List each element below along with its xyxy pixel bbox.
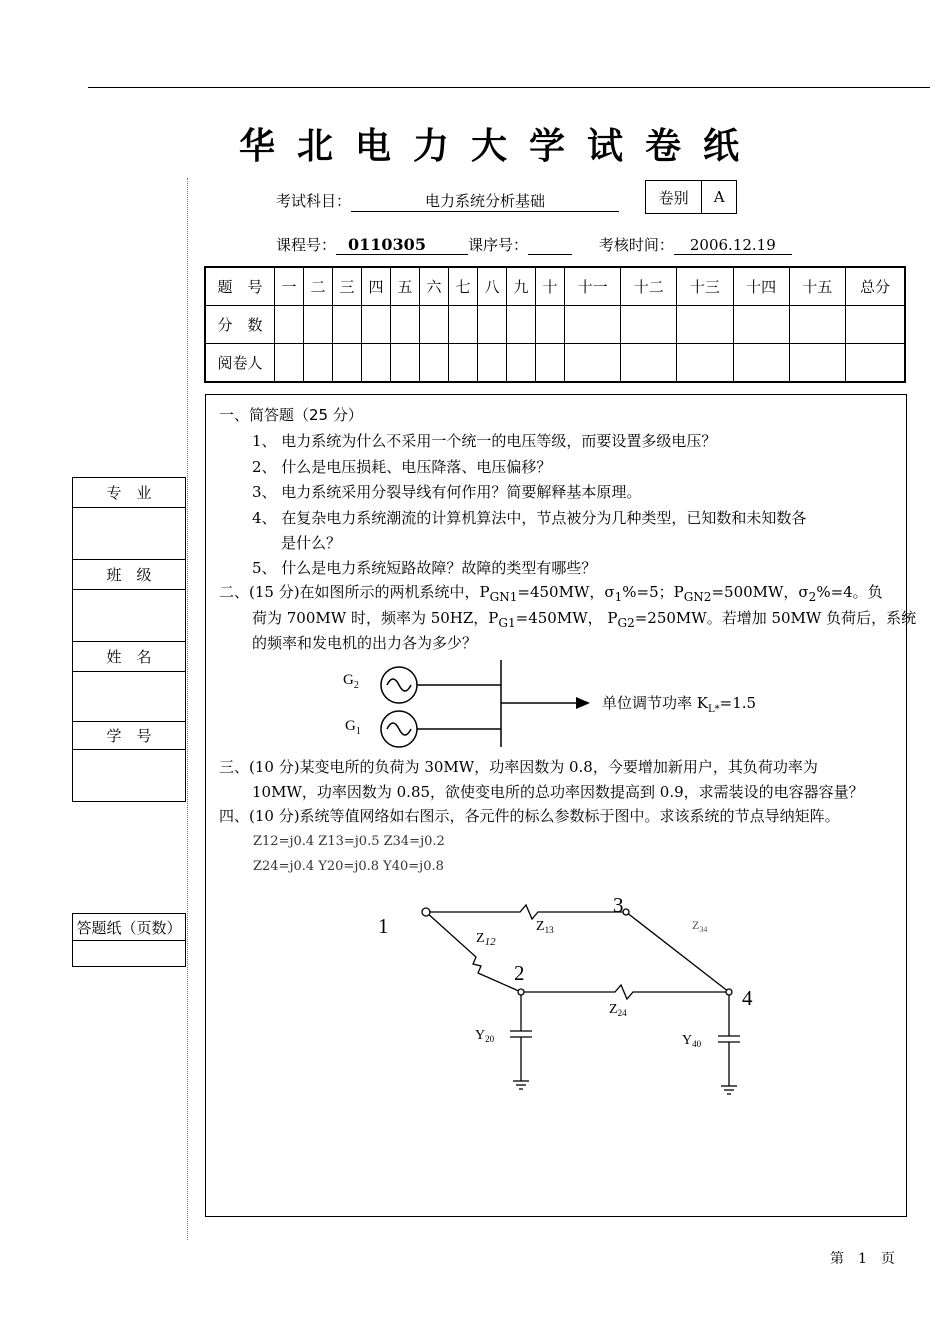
q4-params-2: Z24=j0.4 Y20=j0.8 Y40=j0.8 (253, 859, 444, 874)
student-no-field (73, 750, 185, 799)
sine-icon (387, 679, 411, 691)
paper-type-label: 卷别 (646, 181, 702, 213)
node-1-label: 1 (378, 914, 389, 938)
name-field (73, 672, 185, 722)
q2-text: =450MW， P (515, 609, 618, 627)
q1-item: 3、 电力系统采用分裂导线有何作用？简要解释基本原理。 (252, 483, 642, 501)
q2-text: %=5；P (622, 583, 684, 601)
class-field (73, 590, 185, 642)
grader-row (205, 344, 905, 383)
table-cell: 五 (391, 267, 420, 306)
q1-item: 2、 什么是电压损耗、电压降落、电压偏移？ (252, 458, 552, 476)
arrow-head-icon (576, 697, 590, 709)
paper-type-value: A (713, 188, 725, 206)
table-cell: 四 (362, 267, 391, 306)
table-cell: 三 (333, 267, 362, 306)
q2-text: =500MW，σ (711, 583, 809, 601)
q2-line2 (252, 608, 916, 633)
table-cell: 一 (275, 267, 304, 306)
major-field (73, 508, 185, 560)
q1-item: 是什么？ (281, 534, 342, 552)
q2-sub: G2 (617, 616, 635, 630)
z12-branch (426, 912, 521, 992)
q2-sub: 1 (614, 590, 623, 604)
g2-label: $G_2$ (343, 672, 359, 691)
table-cell: 十二 (621, 267, 677, 306)
node-1-icon (422, 908, 430, 916)
table-cell: 十三 (677, 267, 733, 306)
table-cell: 阅卷人 (205, 344, 275, 383)
q2-text: 二、(15 分)在如图所示的两机系统中，P (219, 583, 490, 601)
q3-line1: 三、(10 分)某变电所的负荷为 30MW，功率因数为 0.8，今要增加新用户，其负荷功率为 (219, 758, 818, 776)
q2-text: 荷为 700MW 时，频率为 50HZ，P (252, 609, 499, 627)
table-cell: 八 (478, 267, 507, 306)
z12-label: $Z_{12}$ (476, 931, 496, 948)
subject-label: 考试科目： (276, 192, 352, 210)
two-generator-diagram (330, 655, 910, 755)
binding-line (187, 178, 188, 1240)
node-2-icon (518, 989, 524, 995)
name-label: 姓 名 (73, 642, 185, 672)
node-3-icon (623, 909, 629, 915)
page-number: 第 1 页 (830, 1251, 895, 1267)
q4-params-1: Z12=j0.4 Z13=j0.5 Z34=j0.2 (253, 834, 445, 849)
table-cell: 题 号 (205, 267, 275, 306)
node-4-label: 4 (742, 986, 753, 1010)
network-diagram (360, 885, 780, 1105)
q2-sub: GN2 (683, 590, 712, 604)
student-info-box (72, 477, 186, 802)
subject-row (276, 190, 619, 212)
course-no-value: 0110305 (336, 235, 468, 255)
table-cell: 十四 (733, 267, 789, 306)
g1-label: $G_1$ (345, 718, 361, 737)
page-title: 华北电力大学试卷纸 (238, 125, 761, 167)
table-cell: 六 (420, 267, 449, 306)
answer-pages-label: 答题纸（页数） (73, 914, 185, 941)
y20-label: $Y_{20}$ (475, 1028, 495, 1044)
node-3-label: 3 (613, 893, 624, 917)
regulation-label: 单位调节功率 $K_{L*}=1.5$ (602, 694, 757, 715)
score-table (204, 266, 906, 383)
seq-value (528, 236, 572, 255)
time-value: 2006.12.19 (674, 236, 792, 255)
q2-sub: G1 (498, 616, 516, 630)
q2-sub: GN1 (489, 590, 518, 604)
score-row (205, 306, 905, 344)
z34-label: $Z_{34}$ (692, 918, 708, 934)
table-cell: 总分 (846, 267, 906, 306)
q2-text: =250MW。若增加 50MW 负荷后，系统 (634, 609, 917, 627)
time-label: 考核时间： (598, 236, 674, 254)
table-cell: 七 (449, 267, 478, 306)
paper-type-box (645, 180, 737, 214)
q4-line1: 四、(10 分)系统等值网络如右图示，各元件的标么参数标于图中。求该系统的节点导纳矩阵。 (219, 807, 840, 825)
z24-branch (521, 985, 729, 999)
table-cell: 分 数 (205, 306, 275, 344)
q3-line2: 10MW，功率因数为 0.85，欲使变电所的总功率因数提高到 0.9，求需装设的电容器容量？ (252, 783, 864, 801)
node-2-label: 2 (514, 961, 525, 985)
top-rule (88, 87, 930, 88)
table-cell: 二 (304, 267, 333, 306)
student-no-label: 学 号 (73, 722, 185, 750)
z13-branch (426, 905, 626, 919)
answer-pages-box (72, 913, 186, 967)
course-row (276, 234, 792, 255)
q1-title: 一、简答题（25 分） (219, 406, 363, 424)
subject-value: 电力系统分析基础 (351, 190, 619, 212)
seq-label: 课序号： (468, 236, 529, 254)
table-cell: 十 (536, 267, 565, 306)
q2-line3: 的频率和发电机的出力各为多少？ (252, 634, 478, 652)
sine-icon (387, 723, 411, 735)
table-cell: 十一 (565, 267, 621, 306)
y40-label: $Y_{40}$ (682, 1033, 702, 1049)
q1-item: 1、 电力系统为什么不采用一个统一的电压等级，而要设置多级电压？ (252, 432, 717, 450)
z34-branch (626, 912, 729, 992)
q1-item: 5、 什么是电力系统短路故障？故障的类型有哪些？ (252, 559, 597, 577)
q2-line1 (219, 582, 883, 607)
z13-label: $Z_{13}$ (536, 919, 554, 935)
class-label: 班 级 (73, 560, 185, 590)
course-no-label: 课程号： (276, 236, 337, 254)
z24-label: $Z_{24}$ (609, 1002, 627, 1018)
q1-item: 4、 在复杂电力系统潮流的计算机算法中，节点被分为几种类型，已知数和未知数各 (252, 509, 807, 527)
table-cell: 十五 (789, 267, 845, 306)
q2-sub: 2 (808, 590, 817, 604)
node-4-icon (726, 989, 732, 995)
q2-text: =450MW，σ (517, 583, 615, 601)
q2-text: %=4。负 (816, 583, 883, 601)
major-label: 专 业 (73, 478, 185, 508)
table-cell: 九 (507, 267, 536, 306)
score-header-row (205, 267, 905, 306)
